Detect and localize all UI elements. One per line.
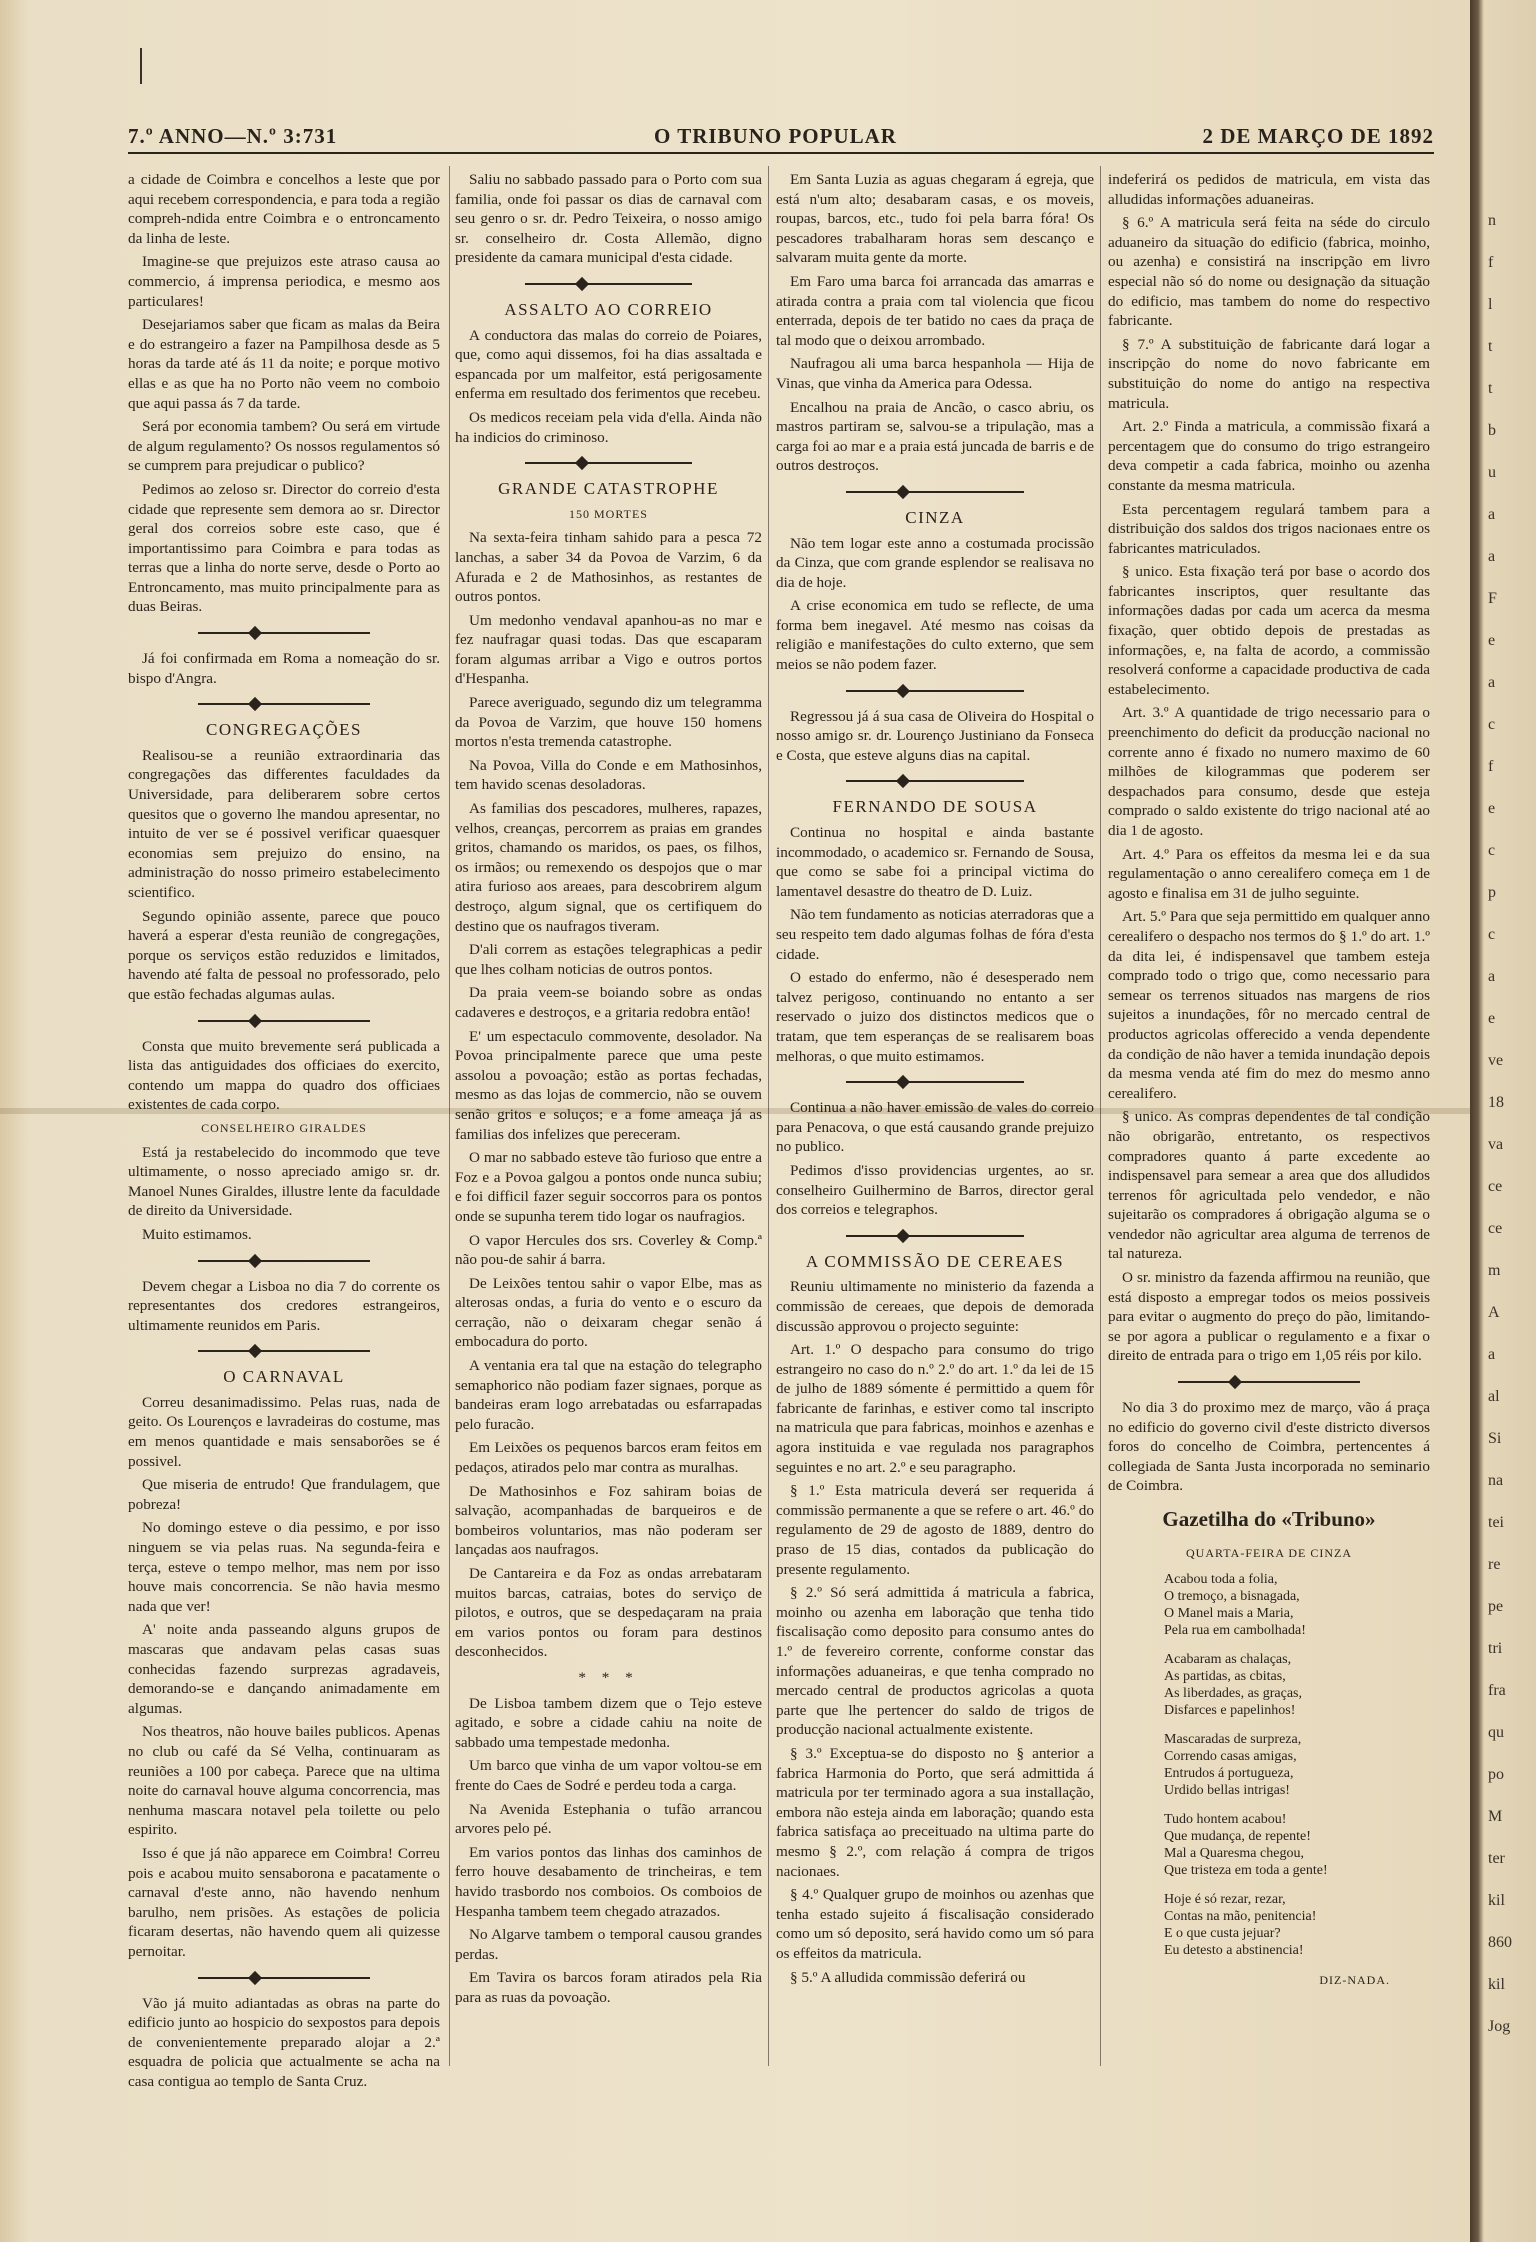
paragraph: Reuniu ultimamente no ministerio da fazenda a commissão de cereaes, que depois de demorada discussão approvou o projecto seguinte:	[776, 1278, 1094, 1335]
edge-text-fragment: ce	[1488, 1178, 1503, 1195]
edge-text-fragment: Si	[1488, 1430, 1502, 1447]
edge-text-fragment: e	[1488, 1010, 1496, 1027]
paragraph: Parece averiguado, segundo diz um telegramma da Povoa de Varzim, que houve 150 homens mortos n'esta tremenda catastrophe.	[455, 694, 762, 751]
edge-text-fragment: a	[1488, 674, 1496, 691]
edge-text-fragment: ter	[1488, 1850, 1505, 1867]
paragraph: § 4.º Qualquer grupo de moinhos ou azenhas que tenha estado sujeito á fiscalisação considerado como um só deposito, será havido como um só para os effeitos da matricula.	[776, 1886, 1094, 1962]
poem-stanza	[1164, 1811, 1430, 1879]
paragraph: § 5.º A alludida commissão deferirá ou	[790, 1968, 1026, 1986]
column-divider	[1100, 166, 1101, 2066]
edge-text-fragment: qu	[1488, 1724, 1504, 1741]
poem-line: O tremoço, a bisnagada,	[1164, 1589, 1300, 1605]
paragraph: Em Tavira os barcos foram atirados pela Ria para as ruas da povoação.	[455, 1969, 762, 2006]
ornament-divider	[1108, 1376, 1430, 1388]
paragraph: Pedimos d'isso providencias urgentes, ao sr. conselheiro Guilhermino de Barros, director geral dos correios e telegraphos.	[776, 1161, 1094, 1219]
poem-line: As partidas, as cbitas,	[1164, 1669, 1286, 1685]
column-divider	[768, 166, 769, 2066]
paragraph: O mar no sabbado esteve tão furioso que entre a Foz e a Povoa galgou a pontos onde nunca subiu; e foi difficil fazer seguir soccorros para os pontos onde se supunha terem tido logar os naufragios.	[455, 1149, 762, 1225]
paragraph: Em Leixões os pequenos barcos eram feitos em pedaços, atirados pelo mar contra as muralhas.	[455, 1439, 762, 1477]
paragraph: Nos theatros, não houve bailes publicos. Apenas no club ou café da Sé Velha, continuaram as reuniões a 100 por cabeça. Parece que na ultima noite do carnaval houve alguma concorrencia, mas nenhuma mascara notavel pela toilette ou pelo espirito.	[128, 1723, 440, 1839]
edge-text-fragment: l	[1488, 296, 1493, 313]
paragraph: Devem chegar a Lisboa no dia 7 do corrente os representantes dos credores estrangeiros, ultimamente reunidos em Paris.	[128, 1277, 440, 1334]
gazetilha-title: Gazetilha do «Tribuno»	[1162, 1507, 1376, 1531]
poem-line: Mascaradas de surpreza,	[1164, 1732, 1302, 1748]
column-1	[128, 170, 440, 2095]
poem-line: Entrudos á portugueza,	[1164, 1766, 1294, 1782]
paragraph: § 1.º Esta matricula deverá ser requerida á commissão permanente a que se refere o art. 46.º do regulamento de 29 de agosto de 1889, dentro do praso de 15 dias, contados da publicação do presente regulamento.	[776, 1482, 1094, 1578]
section-separator: * * *	[578, 1668, 639, 1686]
poem-line: Acabou toda a folia,	[1164, 1572, 1278, 1588]
poem-stanza	[1164, 1891, 1430, 1959]
paragraph: Os medicos receiam pela vida d'ella. Ainda não ha indicios do criminoso.	[455, 408, 762, 446]
paragraph: Desejariamos saber que ficam as malas da Beira e do estrangeiro a fazer na Pampilhosa desde as 5 horas da tarde até ás 11 da noite; e porque motivo ellas e as que ha no Porto não veem no comboio que aqui passa ás 7 da tarde.	[128, 316, 440, 412]
paragraph: Muito estimamos.	[142, 1225, 252, 1243]
paragraph: O estado do enfermo, não é desesperado nem talvez perigoso, continuando no entanto a ser reservado o juizo dos distinctos medicos que o tratam, que tem esperanças de se realisarem boas melhoras, o que muito estimamos.	[776, 969, 1094, 1065]
paragraph: Art. 1.º O despacho para consumo do trigo estrangeiro no caso do n.º 2.º do art. 1.º da lei de 15 de julho de 1889 sómente é permittido a quem fôr fabricante de farinhas, e estiver como tal inscripto na matricula que para fabricas, moinhos e azenhas e agora instituida e vae regulada nos paragraphos seguintes e no art. 2.º e seu paragrapho.	[776, 1341, 1094, 1476]
paragraph: Regressou já á sua casa de Oliveira do Hospital o nosso amigo sr. dr. Lourenço Justiniano da Fonseca e Costa, que esteve alguns dias na capital.	[776, 707, 1094, 764]
edge-text-fragment: u	[1488, 464, 1496, 481]
issue-number: 7.º ANNO—N.º 3:731	[128, 124, 338, 148]
paragraph: O vapor Hercules dos srs. Coverley & Comp.ª não pou-de sahir á barra.	[455, 1231, 762, 1269]
edge-text-fragment: Jog	[1488, 2018, 1511, 2035]
poem-line: Que mudança, de repente!	[1164, 1829, 1311, 1845]
edge-text-fragment: t	[1488, 338, 1493, 355]
edge-text-fragment: c	[1488, 842, 1496, 859]
edge-text-fragment: ve	[1488, 1052, 1504, 1069]
paragraph: § 6.º A matricula será feita na séde do circulo aduaneiro da situação do edificio (fabrica, moinho, ou azenha) e consistirá na inscripção em livro especial não só do nome ou designação da situação do edificio, mas tambem do nome do respectivo fabricante.	[1108, 214, 1430, 330]
ornament-divider	[128, 1345, 440, 1357]
paragraph: De Cantareira e da Foz as ondas arrebataram muitos barcas, catraias, botes do serviço de pilotos, e outros, que se despedaçaram na praia em varios pontos ou foram para destinos desconhecidos.	[455, 1565, 762, 1661]
paragraph: Segundo opinião assente, parece que pouco haverá a esperar d'esta reunião de congregações, porque os serviços estão reduzidos e limitados, havendo até falta de pessoal no professorado, pelo que estão fechadas algumas aulas.	[128, 907, 440, 1003]
section-heading: ASSALTO AO CORREIO	[504, 299, 713, 319]
paragraph: Já foi confirmada em Roma a nomeação do sr. bispo d'Angra.	[128, 650, 440, 687]
ornament-divider	[128, 1255, 440, 1267]
ornament-divider	[128, 698, 440, 710]
paragraph: Um medonho vendaval apanhou-as no mar e fez naufragar quasi todas. Das que escaparam foram algumas arribar a Vigo e outros portos d'Hespanha.	[455, 611, 762, 688]
poem-line: Tudo hontem acabou!	[1164, 1812, 1287, 1828]
ornament-divider	[128, 1015, 440, 1027]
paragraph: Em Santa Luzia as aguas chegaram á egreja, que está n'um alto; desabaram casas, e os moveis, roupas, barcos, etc., tudo foi pela barra fóra! Os pescadores trabalharam horas sem descanço e salvaram muita gente da morte.	[776, 171, 1094, 267]
paragraph: De Mathosinhos e Foz sahiram boias de salvação, acompanhadas de barqueiros e de bombeiros voluntarios, mas não poderam ser lançadas aos naufragos.	[455, 1482, 762, 1559]
edge-text-fragment: po	[1488, 1766, 1504, 1783]
edge-text-fragment: e	[1488, 800, 1496, 817]
edge-text-fragment: re	[1488, 1556, 1501, 1573]
edge-text-fragment: tei	[1488, 1514, 1504, 1531]
paragraph: Art. 2.º Finda a matricula, a commissão fixará a percentagem que do consumo do trigo estrangeiro deva competir a cada fabrica, moinho ou azenha constante da mesma matricula.	[1108, 418, 1430, 494]
paragraph: Isso é que já não apparece em Coimbra! Correu pois e acabou muito sensaborona e pacatamente o carnaval d'este anno, não havendo nenhum barulho, nem prisões. As estações de policia ficaram desertas, não havendo quem ali quizesse pernoitar.	[128, 1844, 440, 1960]
paragraph: indeferirá os pedidos de matricula, em vista das alludidas informações aduaneiras.	[1108, 171, 1430, 208]
paragraph: § unico. Esta fixação terá por base o acordo dos fabricantes inscriptos, quer resultante das informações dadas por cada um acerca da mesma fixação, quer obtido depois de prestadas as informações, e, na falta de acordo, a commissão resolverá conforme a capacidade productiva de cada estabelecimento.	[1108, 563, 1430, 698]
section-heading: GRANDE CATASTROPHE	[498, 479, 719, 499]
paragraph: a cidade de Coimbra e concelhos a leste que por aqui recebem correspondencia, e para toda a região compreh-ndida entre Coimbra e o entroncamento da linha de leste.	[128, 171, 440, 247]
edge-text-fragment: 860	[1488, 1934, 1512, 1951]
paragraph: Não tem logar este anno a costumada procissão da Cinza, que com grande esplendor se realisava no dia de hoje.	[776, 534, 1094, 591]
poem-line: Eu detesto a abstinencia!	[1164, 1943, 1304, 1959]
ornament-divider	[776, 1076, 1094, 1088]
edge-text-fragment: a	[1488, 506, 1496, 523]
poem-stanza	[1164, 1731, 1430, 1799]
section-heading: CONGREGAÇÕES	[206, 720, 362, 740]
paragraph: § 2.º Só será admittida á matricula a fabrica, moinho ou azenha em laboração que tenha tido fiscalisação como deposito para consumo antes do 1.º de fevereiro corrente, conforme constar das informações aduaneiras, e que tenha comprado no mercado central de productos agricolas a quota parte que lhe pertencer do saldo de trigos de producção nacional actualmente existente.	[776, 1584, 1094, 1739]
poem-line: Urdido bellas intrigas!	[1164, 1783, 1290, 1799]
paragraph: § unico. As compras dependentes de tal condição não obrigarão, entretanto, os respectivos compradores quanto á parte excedente ao indispensavel para semear a area que dos alludidos terrenos fôr agricultada pelo vendedor, e não sujeitarão os compradores á obrigação alguma se o vendedor não agricultar area alguma de terrenos de tal natureza.	[1108, 1108, 1430, 1263]
paragraph: Consta que muito brevemente será publicada a lista das antiguidades dos officiaes do exercito, contendo um mappa do quadro dos officiaes existentes de cada corpo.	[128, 1037, 440, 1114]
poem-signature: DIZ-NADA.	[1319, 1973, 1390, 1988]
paragraph: No domingo esteve o dia pessimo, e por isso ninguem se via pelas ruas. Na segunda-feira e terça, esteve o tempo melhor, mas nem por isso houve mais concorrencia. Se não havia mesmo nada que ver!	[128, 1519, 440, 1615]
edge-text-fragment: pe	[1488, 1598, 1504, 1615]
paragraph: No dia 3 do proximo mez de março, vão á praça no edificio do governo civil d'este districto diversos foros do concelho de Coimbra, pertencentes á collegiada de Santa Justa incorporada no seminario de Coimbra.	[1108, 1399, 1430, 1495]
newspaper-title: O TRIBUNO POPULAR	[654, 124, 897, 148]
paragraph: Art. 4.º Para os effeitos da mesma lei e da sua regulamentação o anno cerealifero começa em 1 de agosto e finalisa em 31 de julho seguinte.	[1108, 845, 1430, 902]
adjacent-page-edge	[1470, 0, 1536, 2242]
edge-text-fragment: p	[1488, 884, 1496, 901]
paragraph: Correu desanimadissimo. Pelas ruas, nada de geito. Os Lourenços e lavradeiras do costume, mas em menos quantidade e mais sensaborões se é possivel.	[128, 1393, 440, 1470]
poem-line: E o que custa jejuar?	[1164, 1926, 1281, 1942]
edge-text-fragment: A	[1488, 1304, 1500, 1321]
paragraph: A crise economica em tudo se reflecte, de uma forma bem inegavel. Até mesmo nas coisas da religião e manifestações do culto externo, que sem meios se não podem fazer.	[776, 597, 1094, 674]
paragraph: Art. 3.º A quantidade de trigo necessario para o preenchimento do deficit da producção nacional no corrente anno é fixado no numero maximo de 60 milhões de kilogrammas que poderem ser despachados para consumo, desde que esteja comprado o saldo existente do trigo nacional até ao dia 1 de agosto.	[1108, 704, 1430, 839]
edge-text-fragment: c	[1488, 716, 1496, 733]
paragraph: E' um espectaculo commovente, desolador. Na Povoa principalmente parece que uma peste assolou a povoação; estão as portas fechadas, mesmo as das lojas de commercio, não se ouvem senão gritos e soluços; e a fome ameaça já as familias dos infelizes que pereceram.	[455, 1027, 762, 1143]
paragraph: Saliu no sabbado passado para o Porto com sua familia, onde foi passar os dias de carnaval com seu genro o sr. dr. Pedro Teixeira, o nosso amigo sr. conselheiro dr. Costa Allemão, digno presidente da camara municipal d'esta cidade.	[455, 171, 762, 267]
edge-text-fragment: M	[1488, 1808, 1503, 1825]
edge-text-fragment: ce	[1488, 1220, 1503, 1237]
paragraph: Realisou-se a reunião extraordinaria das congregações das differentes faculdades da Universidade, para deliberarem sobre certos quesitos que o governo lhe mandou apresentar, no intuito de ver se é possivel verificar quaesquer economias sem prejuizo do ensino, na administração do nosso primeiro estabelecimento scientifico.	[128, 746, 440, 901]
paragraph: Continua no hospital e ainda bastante incommodado, o academico sr. Fernando de Sousa, que como se sabe foi a principal victima do lamentavel desastre do theatro de D. Luiz.	[776, 824, 1094, 900]
paragraph: De Lisboa tambem dizem que o Tejo esteve agitado, e sobre a cidade cahiu na noite de sabbado uma tempestade medonha.	[455, 1694, 762, 1751]
ornament-divider	[776, 685, 1094, 697]
paragraph: Um barco que vinha de um vapor voltou-se em frente do Caes de Sodré e perdeu toda a carga.	[455, 1757, 762, 1794]
paragraph: Está ja restabelecido do incommodo que teve ultimamente, o nosso apreciado amigo sr. dr. Manoel Nunes Giraldes, illustre lente da faculdade de direito da Universidade.	[128, 1143, 440, 1220]
edge-text-fragment: f	[1488, 758, 1494, 775]
poem-line: Hoje é só rezar, rezar,	[1164, 1892, 1286, 1908]
edge-text-fragment: a	[1488, 1346, 1496, 1363]
edge-text-fragment: al	[1488, 1388, 1500, 1405]
edge-text-fragment: fra	[1488, 1682, 1506, 1699]
paragraph: Vão já muito adiantadas as obras na parte do edificio junto ao hospicio do sexpostos para depois de convenientemente preparado alojar a 2.ª esquadra de policia que actualmente se acha na casa contigua ao templo de Santa Cruz.	[128, 1994, 440, 2090]
edge-text-fragment: na	[1488, 1472, 1504, 1489]
edge-text-fragment: a	[1488, 968, 1496, 985]
paragraph: Naufragou ali uma barca hespanhola — Hija de Vinas, que vinha da America para Odessa.	[776, 355, 1094, 392]
paragraph: § 7.º A substituição de fabricante dará logar a inscripção do nome do novo fabricante em substituição do nome do antigo na respectiva matricula.	[1108, 335, 1430, 412]
ornament-divider	[455, 278, 762, 290]
paragraph: De Leixões tentou sahir o vapor Elbe, mas as alterosas ondas, a furia do vento e o escuro da cerração, não o deixaram chegar senão á embocadura do porto.	[455, 1274, 762, 1351]
section-heading: CONSELHEIRO GIRALDES	[201, 1120, 367, 1135]
poem-line: Que tristeza em toda a gente!	[1164, 1863, 1328, 1879]
edge-text-fragment: va	[1488, 1136, 1504, 1153]
edge-text-fragment: a	[1488, 548, 1496, 565]
edge-text-fragment: kil	[1488, 1976, 1505, 1993]
section-heading: FERNANDO DE SOUSA	[832, 797, 1038, 817]
ink-mark	[140, 48, 148, 84]
paragraph: O sr. ministro da fazenda affirmou na reunião, que está disposto a empregar todos os meios possiveis para evitar o augmento do preço do pão, limitando-se por agora a publicar o regulamento e a fixar o direito de entrada para o trigo em 1,05 réis por kilo.	[1108, 1269, 1430, 1365]
edge-text-fragment: n	[1488, 212, 1496, 229]
paragraph: Não tem fundamento as noticias aterradoras que a seu respeito tem dado algumas folhas de fóra d'esta cidade.	[776, 906, 1094, 963]
paragraph: A ventania era tal que na estação do telegrapho semaphorico não podiam fazer signaes, porque as bandeiras eram logo arrebatadas ou esfarrapadas pelo furacão.	[455, 1357, 762, 1433]
edge-text-fragment: kil	[1488, 1892, 1505, 1909]
column-4	[1108, 170, 1430, 1991]
paragraph: Encalhou na praia de Ancão, o casco abriu, os mastros partiram se, salvou-se a tripulação, mas a carga foi ao mar e a praia está juncada de barris e de outros destroços.	[776, 398, 1094, 475]
paragraph: Esta percentagem regulará tambem para a distribuição dos saldos dos trigos nacionaes entre os fabricantes matriculados.	[1108, 500, 1430, 557]
poem-stanza	[1164, 1571, 1430, 1639]
ornament-divider	[776, 486, 1094, 498]
poem-line: O Manel mais a Maria,	[1164, 1606, 1294, 1622]
edge-text-fragment: m	[1488, 1262, 1501, 1279]
poem-line: Acabaram as chalaças,	[1164, 1652, 1292, 1668]
edge-text-fragment: c	[1488, 926, 1496, 943]
ornament-divider	[776, 775, 1094, 787]
paragraph: A conductora das malas do correio de Poiares, que, como aqui dissemos, foi ha dias assaltada e espancada por um malfeitor, está perigosamente enferma em resultado dos ferimentos que recebeu.	[455, 326, 762, 403]
section-heading: CINZA	[905, 507, 965, 527]
paragraph: § 3.º Exceptua-se do disposto no § anterior a fabrica Harmonia do Porto, que será admittida á matricula por ter terminado agora a sua installação, embora não esteja ainda em laboração; quando esta fabrica satisfaça ao preceituado na ultima parte do mesmo § 2.º, com relação á compra de trigos nacionaes.	[776, 1744, 1094, 1880]
poem-line: Disfarces e papelinhos!	[1164, 1703, 1296, 1719]
poem-line: As liberdades, as graças,	[1164, 1686, 1303, 1702]
paragraph: Pedimos ao zeloso sr. Director do correio d'esta cidade que represente sem demora ao sr. Director geral dos correios sobre este caso, que é importantissimo para Coimbra e para todas as terras que a linha do norte serve, desde o Porto ao Entroncamento, mas muito principalmente para as duas Beiras.	[128, 480, 440, 616]
paragraph: Na Povoa, Villa do Conde e em Mathosinhos, tem havido scenas desoladoras.	[455, 756, 762, 794]
paragraph: Art. 5.º Para que seja permittido em qualquer anno cerealifero o despacho nos termos do § 1.º do art. 1.º da dita lei, é indispensavel que tambem esteja comprado todo o trigo que, como necessario para semear os terrenos situados nas margens de rios sujeitos a inundações, fôr no mercado central de productos agricolas offerecido a venda dependente da condição de não haver a temida inundação depois da mesma venda até fim do mez do mesmo anno cerealifero.	[1108, 908, 1430, 1102]
poem-line: Contas na mão, penitencia!	[1164, 1909, 1317, 1925]
column-2	[455, 170, 762, 2011]
paragraph: Da praia veem-se boiando sobre as ondas cadaveres e destroços, e a gritaria redobra então!	[455, 984, 762, 1021]
paragraph: Em varios pontos das linhas dos caminhos de ferro houve desabamento de trincheiras, e tem havido trasbordo nos comboios. Os comboios de Hespanha tambem teem chegado atrazados.	[455, 1843, 762, 1920]
poem-stanza	[1164, 1651, 1430, 1719]
paragraph: Continua a não haver emissão de vales do correio para Penacova, o que está causando grande prejuizo no publico.	[776, 1099, 1094, 1156]
edge-text-fragment: t	[1488, 380, 1493, 397]
paragraph: A' noite anda passeando alguns grupos de mascaras que andavam pelas casas suas conhecidas fazendo surprezas agradaveis, demorando-se e dançando animadamente em algumas.	[128, 1621, 440, 1717]
masthead	[128, 124, 1434, 150]
edge-text-fragment: F	[1488, 590, 1497, 607]
paragraph: As familias dos pescadores, mulheres, rapazes, velhos, creanças, percorrem as praias em grandes gritos, chamando os maridos, os paes, os filhos, os irmãos; ou remexendo os despojos que o mar atira furioso aos areaes, para descobrirem algum destroço, algum signal, que os certifiquem do destino que os naufragos tiveram.	[455, 800, 762, 935]
paragraph: Que miseria de entrudo! Que frandulagem, que pobreza!	[128, 1476, 440, 1513]
edge-text-fragment: tri	[1488, 1640, 1503, 1657]
section-heading: A COMMISSÃO DE CEREAES	[805, 1251, 1065, 1271]
paragraph: Em Faro uma barca foi arrancada das amarras e atirada contra a praia com tal violencia que ficou enterrada, depois de ter batido no caes da praça de tal modo que o deixou arrombado.	[776, 272, 1094, 349]
edge-text-fragment: f	[1488, 254, 1494, 271]
column-divider	[449, 166, 450, 2066]
ornament-divider	[128, 627, 440, 639]
ornament-divider	[776, 1230, 1094, 1242]
section-subheading: 150 MORTES	[569, 506, 648, 521]
paragraph: No Algarve tambem o temporal causou grandes perdas.	[455, 1926, 762, 1963]
paragraph: D'ali correm as estações telegraphicas a pedir que lhes colham noticias de outros pontos.	[455, 941, 762, 978]
paragraph: Imagine-se que prejuizos este atraso causa ao commercio, á imprensa periodica, e mesmo aos particulares!	[128, 253, 440, 310]
edge-text-fragment: 18	[1488, 1094, 1504, 1111]
paragraph: Na Avenida Estephania o tufão arrancou arvores pelo pé.	[455, 1800, 762, 1838]
poem-line: Mal a Quaresma chegou,	[1164, 1846, 1304, 1862]
paragraph: Será por economia tambem? Ou será em virtude de algum regulamento? Os nossos regulamentos só se cumprem para prejudicar o publico?	[128, 418, 440, 475]
column-3	[776, 170, 1094, 1991]
issue-date: 2 DE MARÇO DE 1892	[1202, 124, 1434, 148]
ornament-divider	[128, 1972, 440, 1984]
masthead-rule	[128, 152, 1434, 154]
poem-line: Correndo casas amigas,	[1164, 1749, 1297, 1765]
edge-text-fragment: b	[1488, 422, 1496, 439]
paragraph: Na sexta-feira tinham sahido para a pesca 72 lanchas, a saber 34 da Povoa de Varzim, 6 da Afurada e 2 de Mathosinhos, as restantes de outros pontos.	[455, 529, 762, 606]
poem-line: Pela rua em cambolhada!	[1164, 1623, 1306, 1639]
section-heading: O CARNAVAL	[223, 1367, 345, 1387]
ornament-divider	[455, 457, 762, 469]
poem-title: QUARTA-FEIRA DE CINZA	[1186, 1545, 1352, 1560]
edge-text-fragment: e	[1488, 632, 1496, 649]
